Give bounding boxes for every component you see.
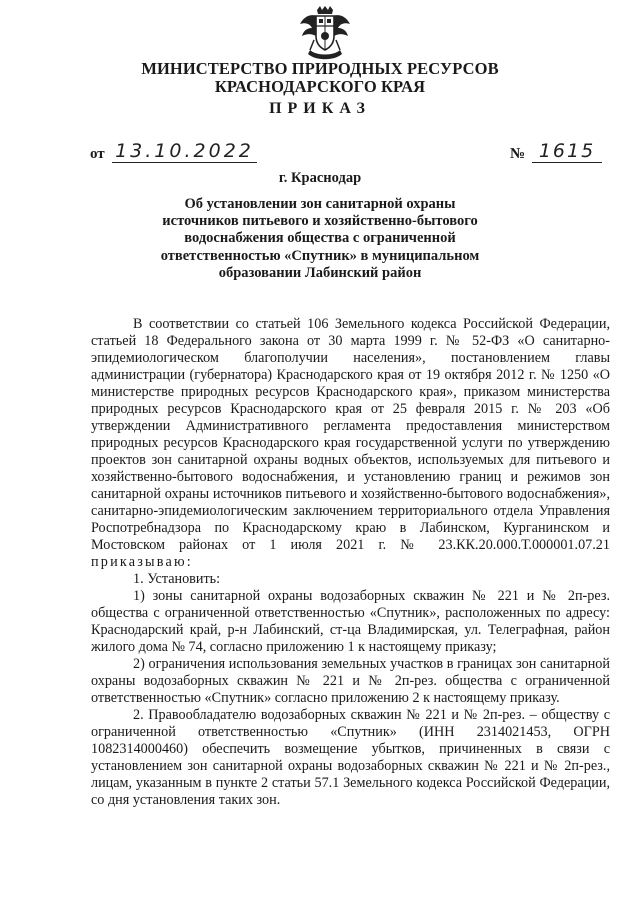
document-date: 13.10.2022 xyxy=(112,140,257,163)
preamble-paragraph xyxy=(91,316,610,571)
date-prefix: от xyxy=(90,146,105,162)
item-2: 2. Правообладателю водозаборных скважин № 221 и № 2п-рез. – обществу с ограниченной ответственностью «Спутник» (ИНН 2314021453, ОГРН 1082314000460) обеспечить возмещение убытков, причиненных в связи с установлением зон санитарной охраны водозаборных скважин № 221 и № 2п-рез., лицам, указанным в пункте 2 статьи 57.1 Земельного кодекса Российской Федерации, со дня установления таких зон. xyxy=(91,707,610,808)
city: г. Краснодар xyxy=(278,170,362,186)
title-line: источников питьевого и хозяйственно-бытового xyxy=(162,213,478,230)
title-line: ответственностью «Спутник» в муниципальном xyxy=(160,247,480,264)
title-line: Об установлении зон санитарной охраны xyxy=(184,196,456,212)
document-body xyxy=(91,316,610,809)
document-number: 1615 xyxy=(532,140,602,163)
title-line: водоснабжения общества с ограниченной xyxy=(184,230,456,247)
ministry-name-line2: КРАСНОДАРСКОГО КРАЯ xyxy=(214,77,426,96)
ministry-name-line1: МИНИСТЕРСТВО ПРИРОДНЫХ РЕСУРСОВ xyxy=(141,59,499,78)
date-number-row xyxy=(90,140,610,166)
coat-of-arms-icon xyxy=(300,6,350,62)
item-1-2: 2) ограничения использования земельных участков в границах зон санитарной охраны водозаборных скважин № 221 и № 2п-рез. общества с ограниченной ответственностью «Спутник» согласно приложению 2 к настоящему приказу. xyxy=(91,656,610,706)
document-type: ПРИКАЗ xyxy=(269,100,371,117)
order-word: приказываю: xyxy=(91,554,193,570)
title-line: образовании Лабинский район xyxy=(218,264,422,281)
item-1: 1. Установить: xyxy=(133,571,221,587)
document-title xyxy=(150,196,490,282)
number-prefix: № xyxy=(510,146,526,162)
item-1-1: 1) зоны санитарной охраны водозаборных скважин № 221 и № 2п-рез. общества с ограниченной ответственностью «Спутник», расположенных по адресу: Краснодарский край, р-н Лабинский, ст-ца Владимирская, ул. Телеграфная, район жилого дома № 74, согласно приложению 1 к настоящему приказу; xyxy=(91,588,610,655)
preamble-text: В соответствии со статьей 106 Земельного кодекса Российской Федерации, статьей 18 Федерального закона от 30 марта 1999 г. № 52-ФЗ «О санитарно-эпидемиологическом благополучии населения», постановлением главы администрации (губернатора) Краснодарского края от 19 октября 2012 г. № 1250 «О министерстве природных ресурсов Краснодарского края», приказом министерства природных ресурсов Краснодарского края от 25 февраля 2015 г. № 203 «Об утверждении Административного регламента предоставления министерством природных ресурсов Краснодарского края государственной услуги по утверждению проектов зон санитарной охраны водных объектов, используемых для питьевого и хозяйственно-бытового водоснабжения, и установлению границ и режимов зон санитарной охраны источников питьевого и хозяйственно-бытового водоснабжения», санитарно-эпидемиологическим заключением территориального отдела Управления Роспотребнадзора по Краснодарскому краю в Лабинском, Курганинском и Мостовском районах от 1 июля 2021 г. № 23.КК.20.000.Т.000001.07.21 xyxy=(91,316,610,553)
